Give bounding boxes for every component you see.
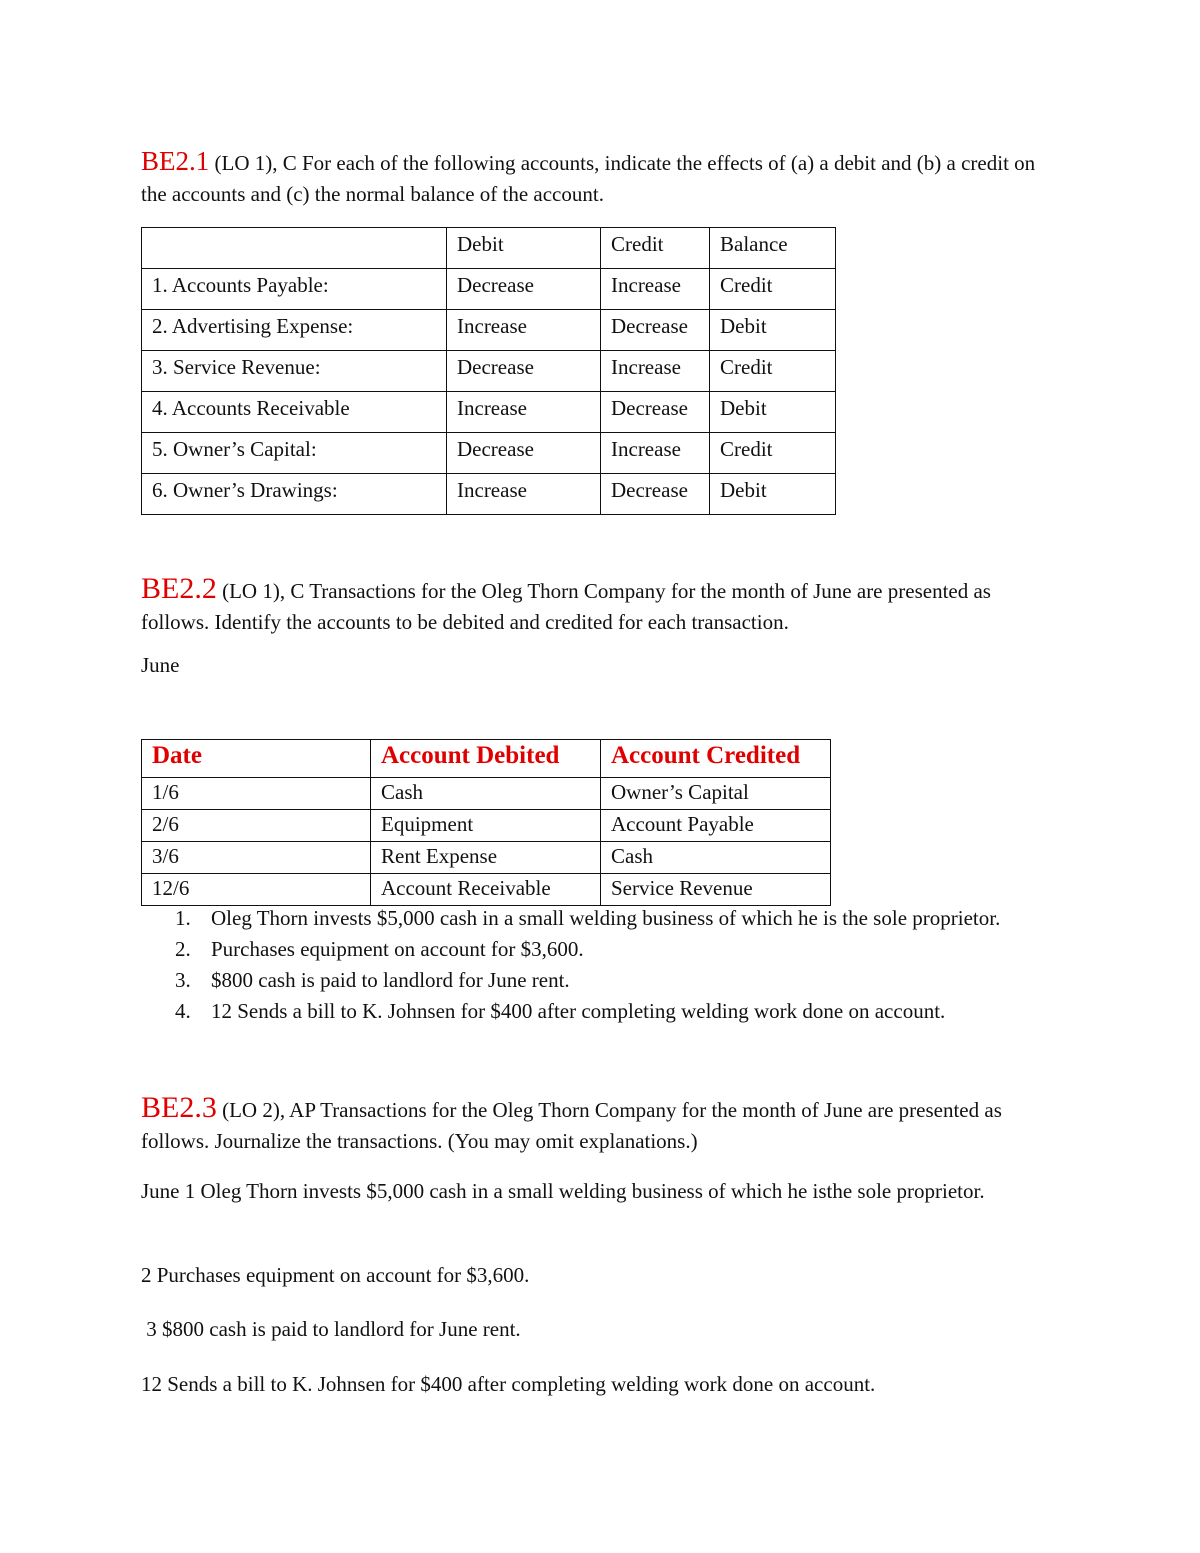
debit-cell: Increase [447,474,601,515]
account-cell: 4. Accounts Receivable [142,392,447,433]
credited-cell: Service Revenue [601,874,831,906]
list-item-number: 1. [175,906,191,930]
table-row [142,433,836,474]
table-row [142,310,836,351]
be22-month: June [141,653,180,677]
list-item-text: Purchases equipment on account for $3,600. [211,937,584,961]
account-cell: 3. Service Revenue: [142,351,447,392]
be23-line-2: 2 Purchases equipment on account for $3,600. [141,1263,530,1287]
be21-table [141,227,836,515]
balance-cell: Debit [710,474,836,515]
table-row [142,874,831,906]
table-row [142,778,831,810]
account-cell: 1. Accounts Payable: [142,269,447,310]
debited-cell: Account Receivable [371,874,601,906]
credit-cell: Increase [601,433,710,474]
credited-cell: Cash [601,842,831,874]
list-item [141,934,1061,965]
be22-intro-text: (LO 1), C Transactions for the Oleg Thorn Company for the month of June are presented as follows. Identify the accounts to be debited and credited for each transaction. [141,579,991,634]
debit-cell: Decrease [447,351,601,392]
table-row [142,269,836,310]
debited-cell: Equipment [371,810,601,842]
balance-cell: Credit [710,269,836,310]
list-item-text: Oleg Thorn invests $5,000 cash in a small welding business of which he is the sole proprietor. [211,906,1001,930]
be22-header-row [142,740,831,778]
credit-cell: Decrease [601,392,710,433]
list-item-text: 12 Sends a bill to K. Johnsen for $400 after completing welding work done on account. [211,999,946,1023]
be21-intro-text: (LO 1), C For each of the following accounts, indicate the effects of (a) a debit and (b) a credit on the accounts and (c) the normal balance of the account. [141,151,1036,206]
table-row [142,842,831,874]
be22-transaction-list [141,903,1061,1027]
date-cell: 1/6 [142,778,371,810]
date-cell: 12/6 [142,874,371,906]
list-item-number: 3. [175,968,191,992]
balance-cell: Credit [710,351,836,392]
list-item [141,996,1061,1027]
table-row [142,351,836,392]
table-header-cell: Account Debited [371,740,601,778]
be21-header-row [142,228,836,269]
table-row [142,392,836,433]
table-header-cell: Date [142,740,371,778]
list-item-number: 4. [175,999,191,1023]
table-row [142,474,836,515]
account-cell: 2. Advertising Expense: [142,310,447,351]
debited-cell: Cash [371,778,601,810]
credit-cell: Increase [601,351,710,392]
debited-cell: Rent Expense [371,842,601,874]
be23-line-3: 3 $800 cash is paid to landlord for June rent. [141,1317,521,1341]
debit-cell: Increase [447,392,601,433]
account-cell: 6. Owner’s Drawings: [142,474,447,515]
debit-cell: Increase [447,310,601,351]
list-item-number: 2. [175,937,191,961]
be22-intro [141,573,1061,638]
be22-table [141,739,831,906]
credit-cell: Decrease [601,474,710,515]
balance-cell: Debit [710,310,836,351]
list-item [141,903,1061,934]
be23-code: BE2.3 [141,1091,217,1124]
list-item [141,965,1061,996]
table-header-cell: Account Credited [601,740,831,778]
table-header-cell [142,228,447,269]
balance-cell: Credit [710,433,836,474]
be23-intro-text: (LO 2), AP Transactions for the Oleg Thorn Company for the month of June are presented as follows. Journalize the transactions. (You may omit explanations.) [141,1098,1002,1153]
date-cell: 3/6 [142,842,371,874]
list-item-text: $800 cash is paid to landlord for June rent. [211,968,570,992]
date-cell: 2/6 [142,810,371,842]
be22-code: BE2.2 [141,572,217,605]
be23-line-4: 12 Sends a bill to K. Johnsen for $400 after completing welding work done on account. [141,1372,876,1396]
be21-intro [141,146,1061,210]
table-header-cell: Balance [710,228,836,269]
be21-code: BE2.1 [141,146,210,176]
credited-cell: Owner’s Capital [601,778,831,810]
credited-cell: Account Payable [601,810,831,842]
credit-cell: Decrease [601,310,710,351]
be23-line-1: June 1 Oleg Thorn invests $5,000 cash in a small welding business of which he isthe sole proprietor. [141,1179,985,1203]
table-header-cell: Credit [601,228,710,269]
debit-cell: Decrease [447,433,601,474]
be23-intro [141,1092,1061,1157]
debit-cell: Decrease [447,269,601,310]
account-cell: 5. Owner’s Capital: [142,433,447,474]
table-row [142,810,831,842]
balance-cell: Debit [710,392,836,433]
table-header-cell: Debit [447,228,601,269]
credit-cell: Increase [601,269,710,310]
